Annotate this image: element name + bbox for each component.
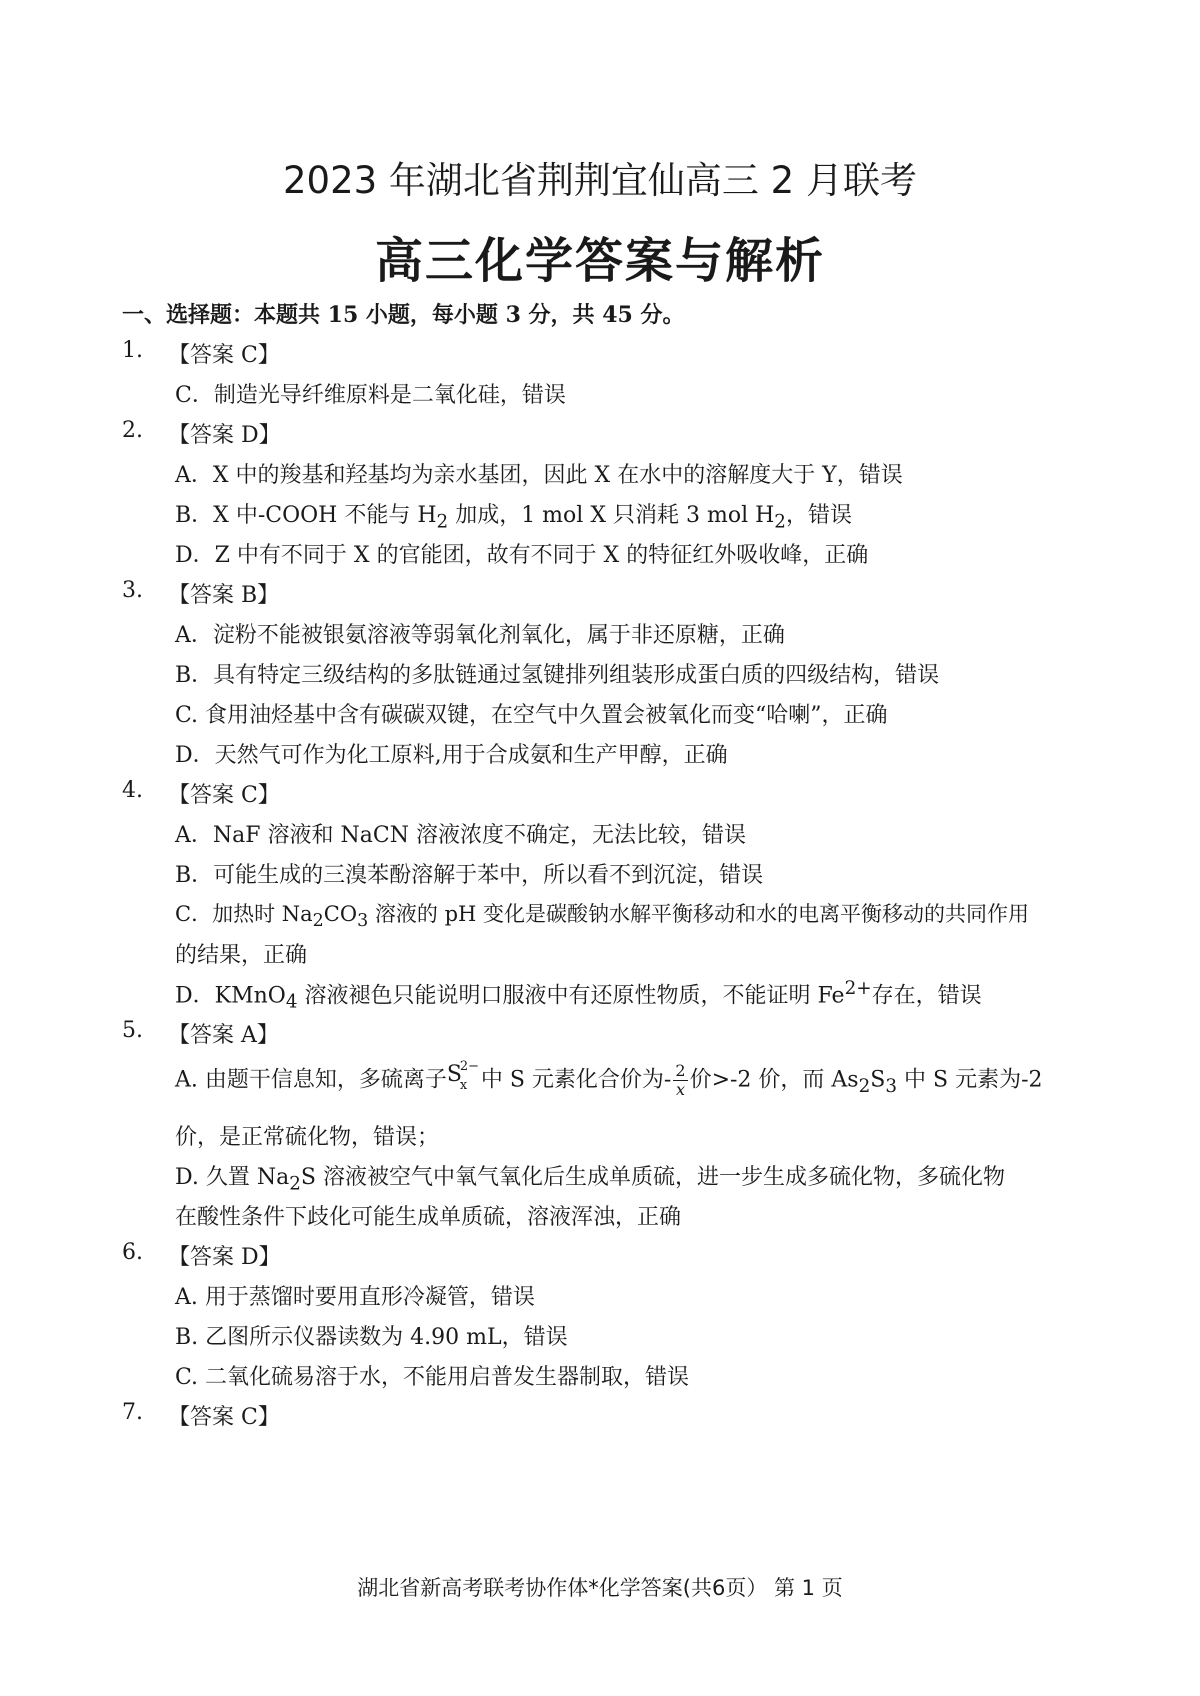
polysulfide-ion: S 2− x bbox=[446, 1058, 480, 1093]
option-d: D. 久置 $Na_2S$ 溶液被空气中氧气氧化后生成单质硫，进一步生成多硫化物，多硫化物 bbox=[175, 1165, 1005, 1195]
question-number: 4. bbox=[122, 778, 143, 803]
option-c: C．加热时 $Na_2CO_3$ 溶液的 pH 变化是碳酸钠水解平衡移动和水的电离平衡移动的共同作用 bbox=[175, 902, 1029, 932]
answer-label: 【答案 A】 bbox=[168, 1023, 279, 1048]
answer-label: 【答案 B】 bbox=[168, 583, 280, 608]
option-d: D．Z 中有不同于 X 的官能团，故有不同于 X 的特征红外吸收峰，正确 bbox=[175, 543, 869, 568]
page-footer: 湖北省新高考联考协作体*化学答案(共6页） 第 1 页 bbox=[357, 1576, 843, 1600]
option-b: B．具有特定三级结构的多肽链通过氢键排列组装形成蛋白质的四级结构，错误 bbox=[175, 663, 940, 688]
question-number: 3. bbox=[122, 578, 143, 603]
option-b: B．可能生成的三溴苯酚溶解于苯中，所以看不到沉淀，错误 bbox=[175, 863, 764, 888]
option-c: C．制造光导纤维原料是二氧化硅，错误 bbox=[175, 383, 566, 408]
option-a: A．X 中的羧基和羟基均为亲水基团，因此 X 在水中的溶解度大于 Y，错误 bbox=[175, 463, 903, 488]
option-b: B．X 中-COOH 不能与 $H_2$ 加成，1 mol X 只消耗 3 mol $H_2$，错误 bbox=[175, 503, 852, 533]
option-c: C. 食用油烃基中含有碳碳双键，在空气中久置会被氧化而变“哈喇”，正确 bbox=[175, 703, 888, 728]
question-number: 6. bbox=[122, 1240, 143, 1265]
question-number: 2. bbox=[122, 418, 143, 443]
fraction: $\frac{2}{x}$ bbox=[675, 1061, 686, 1099]
section-heading: 一、选择题：本题共 15 小题，每小题 3 分，共 45 分。 bbox=[122, 302, 685, 328]
answer-label: 【答案 C】 bbox=[168, 1405, 280, 1430]
option-c-continuation: 的结果，正确 bbox=[175, 943, 308, 968]
answer-label: 【答案 D】 bbox=[168, 1245, 281, 1270]
option-c: C. 二氧化硫易溶于水，不能用启普发生器制取，错误 bbox=[175, 1365, 690, 1390]
option-d: D．天然气可作为化工原料,用于合成氨和生产甲醇，正确 bbox=[175, 743, 728, 768]
option-a: A. 用于蒸馏时要用直形冷凝管，错误 bbox=[175, 1285, 535, 1310]
answer-label: 【答案 D】 bbox=[168, 423, 281, 448]
question-number: 5. bbox=[122, 1018, 143, 1043]
question-number: 7. bbox=[122, 1400, 143, 1425]
document-title: 2023 年湖北省荆荆宜仙高三 2 月联考 bbox=[283, 159, 917, 202]
question-number: 1. bbox=[122, 338, 143, 363]
option-a: A. 由题干信息知，多硫离子 S 2− x 中 S 元素化合价为- $\frac{2}{x}$ 价>-2 价，而 $As_2S_3$ 中 S 元素为-2 bbox=[175, 1058, 1043, 1099]
option-d-continuation: 在酸性条件下歧化可能生成单质硫，溶液浑浊，正确 bbox=[175, 1205, 682, 1230]
option-d: D．KMnO$_4$ 溶液褪色只能说明口服液中有还原性物质，不能证明 $Fe^{2+}$存在，错误 bbox=[175, 978, 982, 1013]
option-a: A．淀粉不能被银氨溶液等弱氧化剂氧化，属于非还原糖，正确 bbox=[175, 623, 785, 648]
option-b: B. 乙图所示仪器读数为 4.90 mL，错误 bbox=[175, 1325, 568, 1350]
option-a: A．NaF 溶液和 NaCN 溶液浓度不确定，无法比较，错误 bbox=[175, 823, 746, 848]
option-a-continuation: 价，是正常硫化物，错误； bbox=[175, 1125, 440, 1150]
answer-label: 【答案 C】 bbox=[168, 343, 280, 368]
answer-label: 【答案 C】 bbox=[168, 783, 280, 808]
document-subtitle: 高三化学答案与解析 bbox=[374, 233, 825, 289]
